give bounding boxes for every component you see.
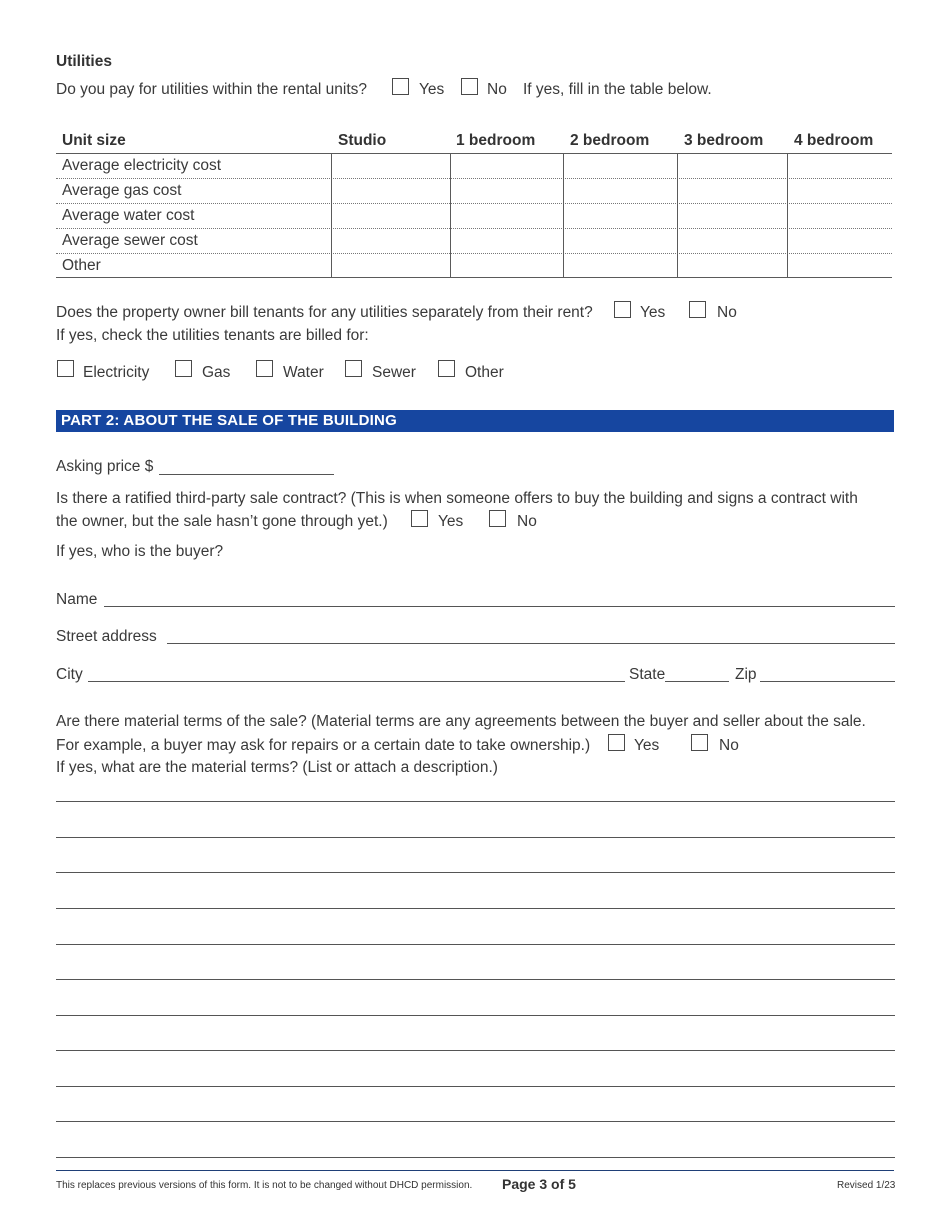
column-header-studio: Studio <box>338 132 387 149</box>
cell-sewer-1-bedroom[interactable] <box>451 229 562 253</box>
utilities-yes-label: Yes <box>419 81 445 98</box>
contract-no-checkbox[interactable] <box>489 510 506 527</box>
cell-electricity-1-bedroom[interactable] <box>451 154 562 178</box>
asking-price-input[interactable] <box>159 454 334 475</box>
terms-writing-line[interactable] <box>56 1101 895 1122</box>
cell-other-studio[interactable] <box>332 254 449 278</box>
billed-electricity-label: Electricity <box>83 364 150 381</box>
billing-instruction: If yes, check the utilities tenants are billed for: <box>56 327 369 344</box>
name-label: Name <box>56 591 98 608</box>
billed-electricity-checkbox[interactable] <box>57 360 74 377</box>
cell-electricity-studio[interactable] <box>332 154 449 178</box>
zip-label: Zip <box>735 666 757 683</box>
billing-yes-label: Yes <box>640 304 666 321</box>
buyer-city-input[interactable] <box>88 661 625 682</box>
billing-no-checkbox[interactable] <box>689 301 706 318</box>
billed-sewer-checkbox[interactable] <box>345 360 362 377</box>
billed-gas-label: Gas <box>202 364 231 381</box>
cell-other-4-bedroom[interactable] <box>788 254 891 278</box>
cell-gas-3-bedroom[interactable] <box>678 179 786 203</box>
column-header-4-bedroom: 4 bedroom <box>794 132 874 149</box>
cell-electricity-3-bedroom[interactable] <box>678 154 786 178</box>
cell-sewer-2-bedroom[interactable] <box>564 229 676 253</box>
terms-writing-line[interactable] <box>56 852 895 873</box>
cell-water-2-bedroom[interactable] <box>564 204 676 228</box>
billing-question: Does the property owner bill tenants for any utilities separately from their rent? <box>56 304 593 321</box>
utilities-question: Do you pay for utilities within the rental units? <box>56 81 368 98</box>
cell-other-1-bedroom[interactable] <box>451 254 562 278</box>
buyer-state-input[interactable] <box>665 661 729 682</box>
terms-question-line1: Are there material terms of the sale? (Material terms are any agreements between the buyer and seller about the sale. <box>56 713 866 730</box>
terms-writing-line[interactable] <box>56 888 895 909</box>
cell-water-3-bedroom[interactable] <box>678 204 786 228</box>
terms-writing-line[interactable] <box>56 959 895 980</box>
cell-electricity-2-bedroom[interactable] <box>564 154 676 178</box>
contract-yes-label: Yes <box>438 513 464 530</box>
page-number: Page 3 of 5 <box>502 1176 576 1192</box>
contract-no-label: No <box>517 513 537 530</box>
terms-writing-line[interactable] <box>56 1137 895 1158</box>
utilities-no-checkbox[interactable] <box>461 78 478 95</box>
buyer-question: If yes, who is the buyer? <box>56 543 224 560</box>
cell-gas-1-bedroom[interactable] <box>451 179 562 203</box>
terms-no-label: No <box>719 737 739 754</box>
column-header-unit-size: Unit size <box>62 132 126 149</box>
revision-date: Revised 1/23 <box>837 1180 896 1191</box>
street-address-label: Street address <box>56 628 157 645</box>
row-label-sewer: Average sewer cost <box>62 232 198 249</box>
buyer-name-input[interactable] <box>104 586 895 607</box>
cell-electricity-4-bedroom[interactable] <box>788 154 891 178</box>
cell-other-2-bedroom[interactable] <box>564 254 676 278</box>
utilities-heading: Utilities <box>56 53 112 70</box>
cell-other-3-bedroom[interactable] <box>678 254 786 278</box>
billed-other-label: Other <box>465 364 504 381</box>
terms-writing-line[interactable] <box>56 1030 895 1051</box>
part2-section-banner: PART 2: ABOUT THE SALE OF THE BUILDING <box>56 410 894 432</box>
cell-water-4-bedroom[interactable] <box>788 204 891 228</box>
terms-writing-line[interactable] <box>56 924 895 945</box>
terms-no-checkbox[interactable] <box>691 734 708 751</box>
column-header-1-bedroom: 1 bedroom <box>456 132 536 149</box>
terms-instruction: If yes, what are the material terms? (List or attach a description.) <box>56 759 498 776</box>
cell-gas-2-bedroom[interactable] <box>564 179 676 203</box>
billing-no-label: No <box>717 304 737 321</box>
row-label-water: Average water cost <box>62 207 195 224</box>
cell-gas-studio[interactable] <box>332 179 449 203</box>
contract-question-line1: Is there a ratified third-party sale contract? (This is when someone offers to buy the building and signs a contract with <box>56 490 858 507</box>
utilities-yes-checkbox[interactable] <box>392 78 409 95</box>
cell-gas-4-bedroom[interactable] <box>788 179 891 203</box>
terms-writing-line[interactable] <box>56 1066 895 1087</box>
utilities-instruction: If yes, fill in the table below. <box>523 81 712 98</box>
billing-yes-checkbox[interactable] <box>614 301 631 318</box>
footer-rule <box>56 1170 894 1171</box>
cell-sewer-studio[interactable] <box>332 229 449 253</box>
terms-yes-label: Yes <box>634 737 660 754</box>
footer-notice: This replaces previous versions of this form. It is not to be changed without DHCD permission. <box>56 1180 473 1191</box>
city-label: City <box>56 666 83 683</box>
billed-sewer-label: Sewer <box>372 364 416 381</box>
row-label-other: Other <box>62 257 101 274</box>
cell-sewer-3-bedroom[interactable] <box>678 229 786 253</box>
billed-gas-checkbox[interactable] <box>175 360 192 377</box>
terms-yes-checkbox[interactable] <box>608 734 625 751</box>
column-header-2-bedroom: 2 bedroom <box>570 132 650 149</box>
buyer-zip-input[interactable] <box>760 661 895 682</box>
terms-writing-line[interactable] <box>56 817 895 838</box>
buyer-street-address-input[interactable] <box>167 623 895 644</box>
billed-water-label: Water <box>283 364 324 381</box>
terms-question-line2: For example, a buyer may ask for repairs or a certain date to take ownership.) <box>56 737 591 754</box>
contract-question-line2: the owner, but the sale hasn’t gone through yet.) <box>56 513 388 530</box>
billed-other-checkbox[interactable] <box>438 360 455 377</box>
cell-water-studio[interactable] <box>332 204 449 228</box>
billed-water-checkbox[interactable] <box>256 360 273 377</box>
state-label: State <box>629 666 666 683</box>
terms-writing-line[interactable] <box>56 781 895 802</box>
contract-yes-checkbox[interactable] <box>411 510 428 527</box>
row-label-electricity: Average electricity cost <box>62 157 222 174</box>
cell-water-1-bedroom[interactable] <box>451 204 562 228</box>
column-header-3-bedroom: 3 bedroom <box>684 132 764 149</box>
utilities-no-label: No <box>487 81 507 98</box>
terms-writing-line[interactable] <box>56 995 895 1016</box>
row-label-gas: Average gas cost <box>62 182 182 199</box>
asking-price-label: Asking price $ <box>56 458 154 475</box>
cell-sewer-4-bedroom[interactable] <box>788 229 891 253</box>
